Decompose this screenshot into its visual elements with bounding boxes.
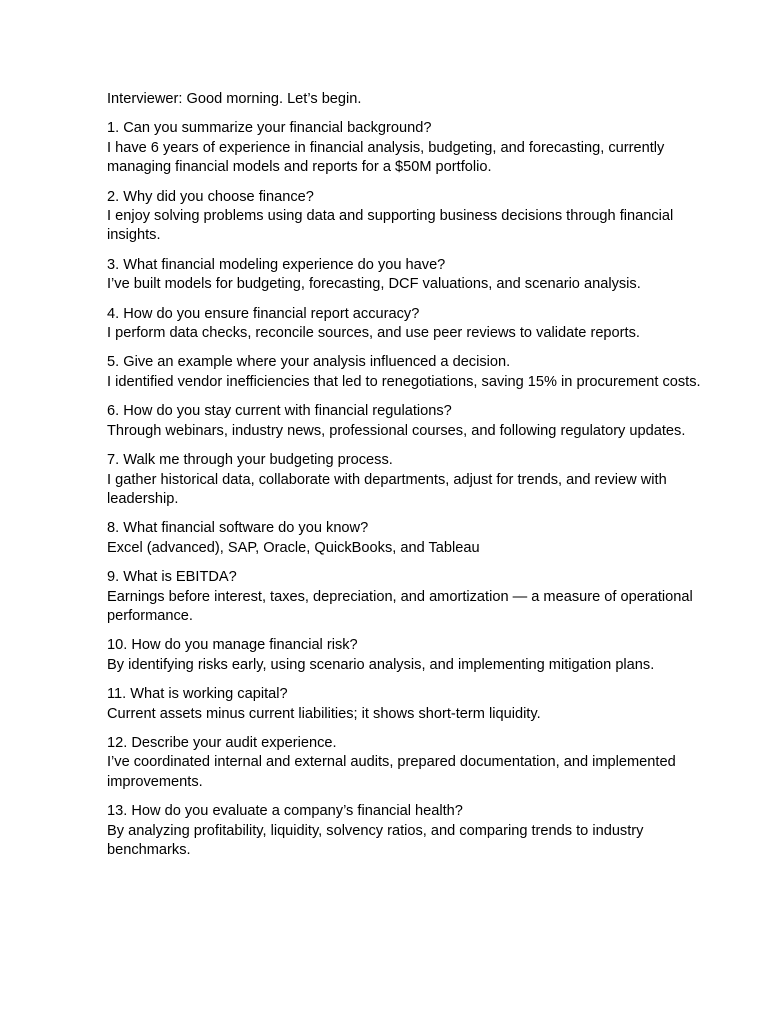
qa-item-2 [107, 188, 707, 246]
question-text: 13. How do you evaluate a company’s financial health? [107, 803, 463, 820]
question-text: 11. What is working capital? [107, 686, 288, 703]
document-page [107, 90, 707, 870]
answer-text: I gather historical data, collaborate with departments, adjust for trends, and review with leadership. [107, 471, 667, 507]
answer-text: I’ve coordinated internal and external audits, prepared documentation, and implemented improvements. [107, 754, 676, 790]
answer-text: I identified vendor inefficiencies that led to renegotiations, saving 15% in procurement costs. [107, 373, 701, 390]
answer-text: Through webinars, industry news, professional courses, and following regulatory updates. [107, 422, 686, 439]
qa-item-12 [107, 734, 707, 792]
qa-item-13 [107, 802, 707, 860]
qa-item-4 [107, 305, 707, 344]
qa-item-7 [107, 451, 707, 509]
answer-text: I have 6 years of experience in financial analysis, budgeting, and forecasting, currently managing financial models and reports for a $50M portfolio. [107, 139, 665, 176]
answer-text: I perform data checks, reconcile sources, and use peer reviews to validate reports. [107, 325, 640, 342]
qa-item-5 [107, 353, 707, 392]
answer-text: Excel (advanced), SAP, Oracle, QuickBooks, and Tableau [107, 539, 480, 556]
qa-item-3 [107, 256, 707, 295]
qa-item-1 [107, 119, 707, 177]
question-text: 3. What financial modeling experience do you have? [107, 256, 446, 273]
question-text: 5. Give an example where your analysis influenced a decision. [107, 354, 511, 371]
answer-text: By analyzing profitability, liquidity, solvency ratios, and comparing trends to industry benchmarks. [107, 822, 644, 858]
question-text: 9. What is EBITDA? [107, 569, 237, 586]
answer-text: By identifying risks early, using scenario analysis, and implementing mitigation plans. [107, 656, 655, 673]
qa-item-9 [107, 568, 707, 626]
interview-intro: Interviewer: Good morning. Let’s begin. [107, 91, 362, 107]
qa-item-11 [107, 685, 707, 724]
answer-text: I’ve built models for budgeting, forecasting, DCF valuations, and scenario analysis. [107, 276, 641, 293]
qa-item-8 [107, 519, 707, 558]
question-text: 12. Describe your audit experience. [107, 734, 337, 751]
question-text: 8. What financial software do you know? [107, 520, 369, 537]
answer-text: I enjoy solving problems using data and supporting business decisions through financial insights. [107, 208, 674, 244]
answer-text: Current assets minus current liabilities; it shows short-term liquidity. [107, 705, 541, 722]
qa-item-10 [107, 636, 707, 675]
question-text: 6. How do you stay current with financial regulations? [107, 403, 452, 420]
question-text: 2. Why did you choose finance? [107, 188, 314, 205]
question-text: 10. How do you manage financial risk? [107, 637, 358, 654]
question-text: 4. How do you ensure financial report accuracy? [107, 305, 420, 322]
question-text: 1. Can you summarize your financial background? [107, 120, 432, 137]
question-text: 7. Walk me through your budgeting process. [107, 452, 393, 469]
qa-item-6 [107, 402, 707, 441]
answer-text: Earnings before interest, taxes, depreciation, and amortization — a measure of operational performance. [107, 588, 693, 624]
